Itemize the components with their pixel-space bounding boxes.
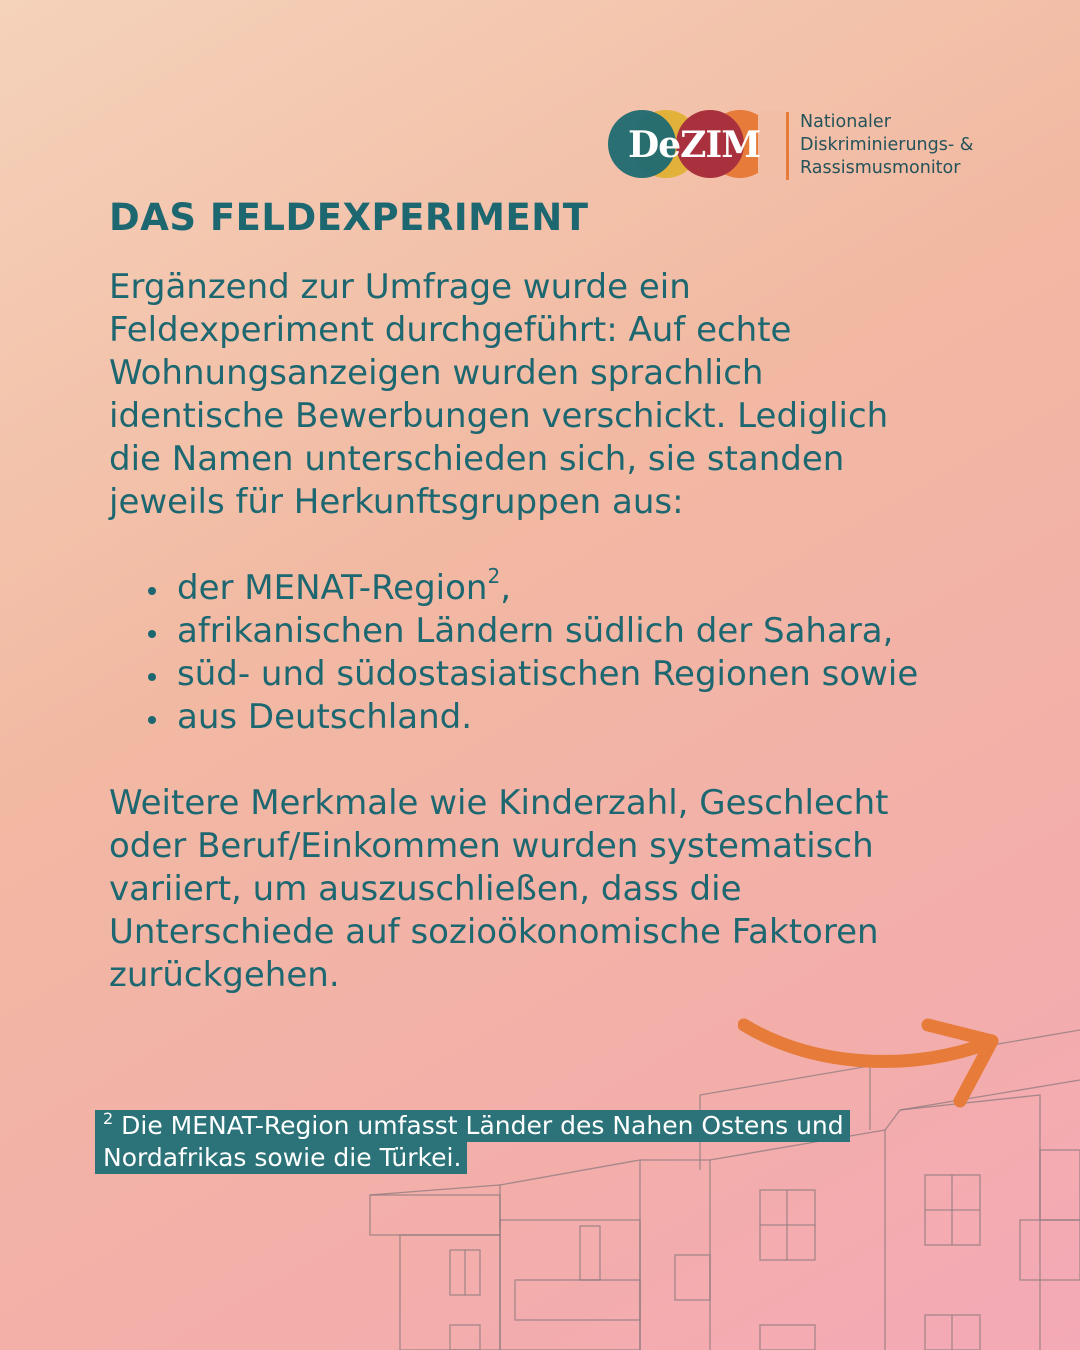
logo-line: Rassismusmonitor — [800, 158, 961, 178]
text-line: jeweils für Herkunftsgruppen aus: — [109, 482, 684, 522]
outro-paragraph — [109, 782, 888, 997]
footnote-text: Die MENAT-Region umfasst Länder des Nahen Ostens und — [121, 1111, 844, 1140]
page-title: DAS FELDEXPERIMENT — [109, 196, 589, 239]
origin-group-list — [140, 564, 919, 739]
list-item-text: der MENAT-Region — [177, 568, 488, 608]
text-line: Ergänzend zur Umfrage wurde ein — [109, 267, 691, 307]
logo-divider — [786, 112, 789, 180]
text-line: Weitere Merkmale wie Kinderzahl, Geschlecht — [109, 783, 889, 823]
text-line: variiert, um auszuschließen, dass die — [109, 869, 742, 909]
logo-line: Diskriminierungs- & — [800, 135, 974, 155]
footnote-text: Nordafrikas sowie die Türkei. — [103, 1143, 462, 1172]
logo-line: Nationaler — [800, 112, 891, 132]
intro-paragraph — [109, 266, 888, 524]
dezim-logo — [606, 106, 986, 184]
list-item — [140, 610, 918, 653]
arrow-right-icon — [738, 1015, 1000, 1110]
list-item-text: aus Deutschland. — [177, 697, 473, 737]
text-line: Feldexperiment durchgeführt: Auf echte — [109, 310, 792, 350]
footnote-marker: 2 — [103, 1109, 114, 1128]
footnote — [95, 1110, 850, 1174]
list-item-text: süd- und südostasiatischen Regionen sowie — [177, 654, 919, 694]
list-item-text: afrikanischen Ländern südlich der Sahara, — [177, 611, 894, 651]
list-item — [140, 653, 918, 696]
list-item-punct: , — [500, 568, 512, 608]
logo-wordmark: DeZIM — [628, 124, 761, 166]
logo-tagline — [800, 111, 973, 180]
text-line: Wohnungsanzeigen wurden sprachlich — [109, 353, 764, 393]
text-line: oder Beruf/Einkommen wurden systematisch — [109, 826, 874, 866]
list-item — [140, 696, 918, 739]
text-line: die Namen unterschieden sich, sie standen — [109, 439, 845, 479]
list-item — [140, 564, 918, 610]
text-line: Unterschiede auf sozioökonomische Faktoren — [109, 912, 879, 952]
logo-circle-cut — [758, 110, 786, 180]
text-line: zurückgehen. — [109, 955, 340, 995]
footnote-box — [95, 1110, 850, 1174]
footnote-marker: 2 — [487, 564, 501, 588]
text-line: identische Bewerbungen verschickt. Lediglich — [109, 396, 889, 436]
